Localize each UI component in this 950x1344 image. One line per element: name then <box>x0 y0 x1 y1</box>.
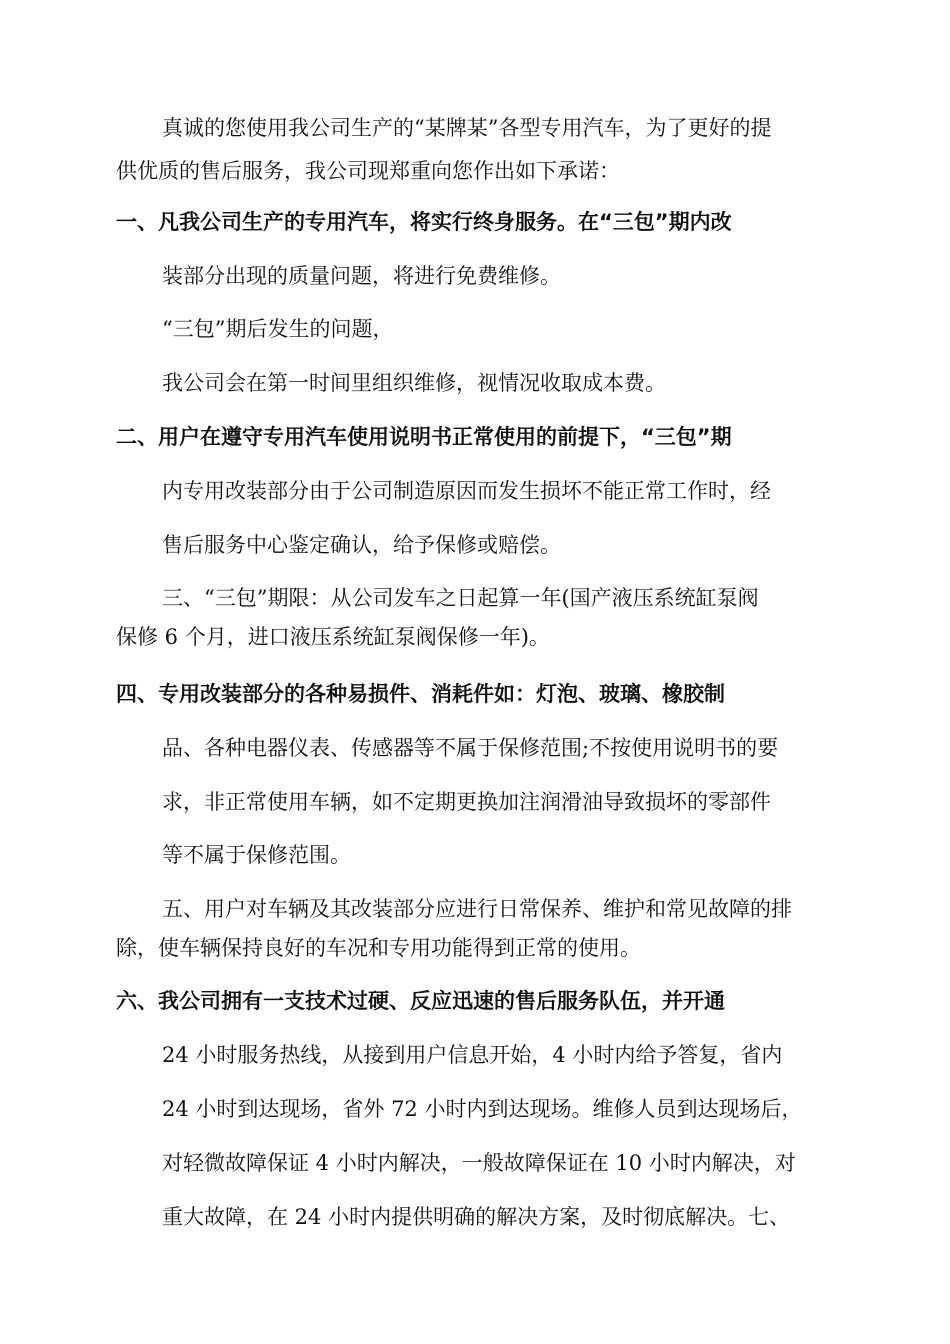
item6-line-4: 重大故障，在 24 小时内提供明确的解决方案，及时彻底解决。七、 <box>162 1205 791 1229</box>
item3-line-2: 保修 6 个月，进口液压系统缸泵阀保修一年)。 <box>116 625 550 649</box>
item5-line-2: 除，使车辆保持良好的车况和专用功能得到正常的使用。 <box>116 936 641 960</box>
item4-line-1: 品、各种电器仪表、传感器等不属于保修范围;不按使用说明书的要 <box>162 736 779 760</box>
item6-line-2: 24 小时到达现场，省外 72 小时内到达现场。维修人员到达现场后， <box>162 1097 803 1121</box>
item6-heading: 六、我公司拥有一支技术过硬、反应迅速的售后服务队伍，并开通 <box>116 989 725 1013</box>
item4-line-3: 等不属于保修范围。 <box>162 843 351 867</box>
item1-line-1: 装部分出现的质量问题，将进行免费维修。 <box>162 264 561 288</box>
item6-line-3: 对轻微故障保证 4 小时内解决，一般故障保证在 10 小时内解决，对 <box>162 1151 796 1175</box>
item2-line-1: 内专用改装部分由于公司制造原因而发生损坏不能正常工作时，经 <box>162 479 771 503</box>
intro-line-2: 供优质的售后服务，我公司现郑重向您作出如下承诺： <box>116 159 620 183</box>
item4-heading: 四、专用改装部分的各种易损件、消耗件如：灯泡、玻璃、橡胶制 <box>116 682 725 706</box>
item1-heading: 一、凡我公司生产的专用汽车，将实行终身服务。在“三包”期内改 <box>116 210 732 234</box>
item3-line-1: 三、“三包”期限：从公司发车之日起算一年(国产液压系统缸泵阀 <box>162 586 759 610</box>
item6-line-1: 24 小时服务热线，从接到用户信息开始，4 小时内给予答复，省内 <box>162 1043 783 1067</box>
item1-line-2: “三包”期后发生的问题， <box>162 317 394 341</box>
item4-line-2: 求，非正常使用车辆，如不定期更换加注润滑油导致损坏的零部件 <box>162 790 771 814</box>
item2-line-2: 售后服务中心鉴定确认，给予保修或赔偿。 <box>162 533 561 557</box>
item1-line-3: 我公司会在第一时间里组织维修，视情况收取成本费。 <box>162 371 666 395</box>
intro-line-1: 真诚的您使用我公司生产的“某牌某”各型专用汽车，为了更好的提 <box>162 116 772 140</box>
item2-heading: 二、用户在遵守专用汽车使用说明书正常使用的前提下，“三包”期 <box>116 425 732 449</box>
item5-line-1: 五、用户对车辆及其改装部分应进行日常保养、维护和常见故障的排 <box>162 897 792 921</box>
